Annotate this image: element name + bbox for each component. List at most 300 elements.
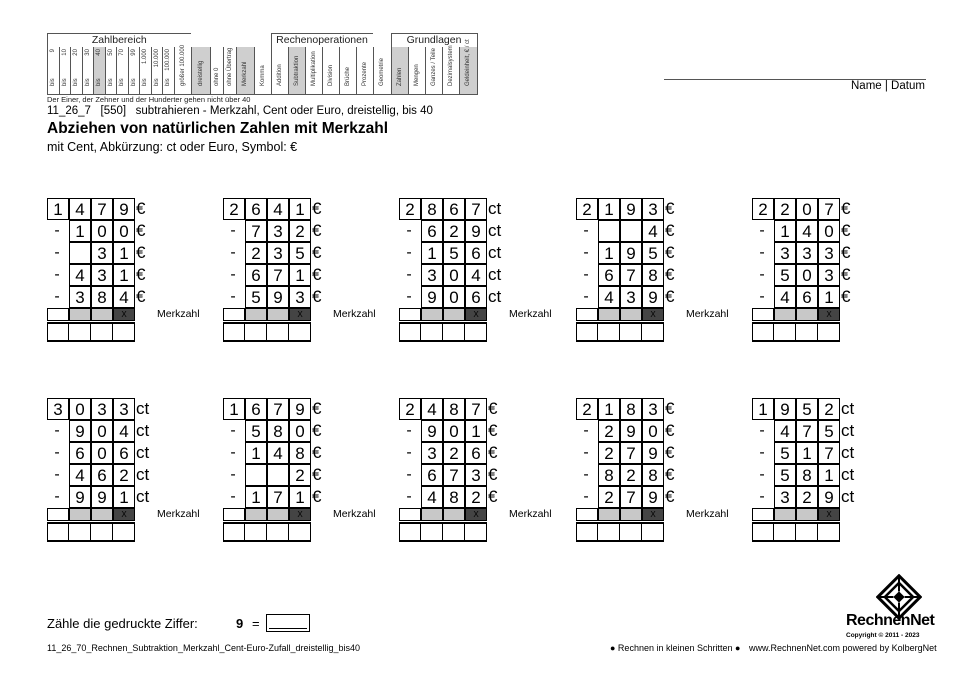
digit-cell: 7 xyxy=(818,442,840,464)
merkzahl-cell[interactable] xyxy=(267,508,289,521)
result-cell[interactable] xyxy=(818,524,840,540)
digit-cell: 9 xyxy=(465,220,487,242)
subtrahend-row xyxy=(223,442,353,464)
result-cell[interactable] xyxy=(69,524,91,540)
result-cell[interactable] xyxy=(267,524,289,540)
header-column-label: Merkzahl xyxy=(242,61,248,86)
result-cell[interactable] xyxy=(642,524,664,540)
digit-cell: 4 xyxy=(69,464,91,486)
result-cell[interactable] xyxy=(443,524,465,540)
digit-cell: 3 xyxy=(774,242,796,264)
digit-cell: 2 xyxy=(289,464,311,486)
count-task-digit: 9 xyxy=(236,616,244,631)
header-column-top-label: 99 xyxy=(130,49,137,56)
minus-sign: - xyxy=(759,488,765,505)
header-column-label: bis xyxy=(119,78,126,86)
subtraction-problem xyxy=(399,198,552,348)
count-answer-box[interactable] xyxy=(266,614,310,632)
subtrahend-row xyxy=(223,220,353,242)
unit-label: ct xyxy=(841,421,855,440)
merkzahl-cell[interactable] xyxy=(223,508,245,521)
result-cell[interactable] xyxy=(465,524,487,540)
header-column xyxy=(288,47,305,95)
digit-cell: 2 xyxy=(399,398,421,420)
result-cell[interactable] xyxy=(421,524,443,540)
header-group-label: Grundlagen xyxy=(391,33,477,47)
digit-cell: 1 xyxy=(465,420,487,442)
subtrahend-row xyxy=(223,420,353,442)
header-column-label: bis xyxy=(142,78,149,86)
merkzahl-cell[interactable] xyxy=(774,308,796,321)
header-column-label: bis xyxy=(165,78,172,86)
subtrahend-row xyxy=(399,264,529,286)
merkzahl-cell[interactable] xyxy=(576,308,598,321)
digit-cell: 2 xyxy=(399,198,421,220)
header-group-label: Rechenoperationen xyxy=(271,33,373,47)
digit-cell: 3 xyxy=(113,398,135,420)
digit-cell: 1 xyxy=(421,242,443,264)
header-column xyxy=(105,47,117,95)
digit-cell: 7 xyxy=(620,442,642,464)
result-cell[interactable] xyxy=(465,324,487,340)
digit-cell xyxy=(47,220,69,242)
digit-cell: 4 xyxy=(465,264,487,286)
footer-site: www.RechnenNet.com powered by KolbergNet xyxy=(749,643,937,653)
digit-cell: 6 xyxy=(245,398,267,420)
minus-sign: - xyxy=(759,466,765,483)
header-column xyxy=(339,47,356,95)
result-cell[interactable] xyxy=(91,524,113,540)
header-column xyxy=(70,47,82,95)
result-row[interactable] xyxy=(752,522,840,542)
result-cell[interactable] xyxy=(752,524,774,540)
digit-cell: 5 xyxy=(774,442,796,464)
digit-cell: 4 xyxy=(113,420,135,442)
merkzahl-cell[interactable] xyxy=(47,508,69,521)
header-column xyxy=(322,47,339,95)
digit-cell: 4 xyxy=(642,220,664,242)
subtrahend-row xyxy=(223,264,353,286)
digit-cell: 2 xyxy=(818,398,840,420)
subtraction-problem xyxy=(223,398,376,548)
merkzahl-cell[interactable] xyxy=(576,508,598,521)
merkzahl-cell[interactable] xyxy=(69,508,91,521)
digit-cell: 3 xyxy=(818,264,840,286)
subtrahend-row xyxy=(47,420,177,442)
digit-cell: 6 xyxy=(421,464,443,486)
unit-label: ct xyxy=(841,465,855,484)
subtrahend-row xyxy=(399,442,529,464)
digit-cell: 1 xyxy=(289,264,311,286)
subtraction-problem xyxy=(399,398,552,548)
result-cell[interactable] xyxy=(289,324,311,340)
digit-cell: 6 xyxy=(443,198,465,220)
digit-cell xyxy=(267,464,289,486)
minus-sign: - xyxy=(406,444,412,461)
digit-cell: 1 xyxy=(113,264,135,286)
result-cell[interactable] xyxy=(620,524,642,540)
digit-cell: 3 xyxy=(465,464,487,486)
result-cell[interactable] xyxy=(598,524,620,540)
subtrahend-row xyxy=(752,242,882,264)
header-group-label: Zahlbereich xyxy=(47,33,191,47)
header-column xyxy=(442,47,459,95)
digit-cell: 7 xyxy=(465,198,487,220)
merkzahl-cell[interactable] xyxy=(752,308,774,321)
digit-cell: 1 xyxy=(69,220,91,242)
digit-cell: 3 xyxy=(91,264,113,286)
minus-sign: - xyxy=(230,488,236,505)
minus-sign: - xyxy=(54,288,60,305)
worksheet-code-line: 11_26_7 [550] subtrahieren - Merkzahl, Cent oder Euro, dreistellig, bis 40 xyxy=(47,105,433,117)
header-column xyxy=(116,47,128,95)
digit-cell: 9 xyxy=(421,420,443,442)
minus-sign: - xyxy=(230,244,236,261)
subtraction-problem xyxy=(576,398,729,548)
result-cell[interactable] xyxy=(752,324,774,340)
merkzahl-label: Merkzahl xyxy=(157,308,200,320)
digit-cell: 1 xyxy=(289,486,311,508)
digit-cell xyxy=(752,220,774,242)
digit-cell: 7 xyxy=(91,198,113,220)
digit-cell: 2 xyxy=(576,198,598,220)
digit-cell: 4 xyxy=(69,264,91,286)
digit-cell: 5 xyxy=(818,420,840,442)
merkzahl-cell[interactable] xyxy=(91,508,113,521)
digit-cell: 0 xyxy=(443,420,465,442)
digit-cell xyxy=(576,442,598,464)
unit-label: ct xyxy=(841,443,855,462)
digit-cell: 7 xyxy=(796,420,818,442)
subtrahend-row xyxy=(47,242,177,264)
digit-cell xyxy=(245,464,267,486)
merkzahl-cell[interactable] xyxy=(443,308,465,321)
subtrahend-row xyxy=(223,242,353,264)
result-row[interactable] xyxy=(576,322,664,342)
merkzahl-cell[interactable] xyxy=(223,308,245,321)
digit-cell: 5 xyxy=(245,420,267,442)
page-subtitle: mit Cent, Abkürzung: ct oder Euro, Symbol: € xyxy=(47,140,298,154)
subtrahend-row xyxy=(223,286,353,308)
result-cell[interactable] xyxy=(289,524,311,540)
merkzahl-cell[interactable] xyxy=(245,508,267,521)
header-column-label: Ganzes / Teile xyxy=(430,48,437,86)
header-column xyxy=(59,47,71,95)
digit-cell: 9 xyxy=(91,486,113,508)
digit-cell: 4 xyxy=(421,398,443,420)
digit-cell: 1 xyxy=(598,398,620,420)
digit-cell: 4 xyxy=(267,442,289,464)
subtrahend-row xyxy=(752,264,882,286)
merkzahl-cell[interactable] xyxy=(245,308,267,321)
minuend-row xyxy=(752,198,882,220)
merkzahl-row xyxy=(576,308,729,321)
result-cell[interactable] xyxy=(113,324,135,340)
unit-label: € xyxy=(312,199,322,218)
header-column-label: bis xyxy=(107,78,114,86)
merkzahl-label: Merkzahl xyxy=(333,508,376,520)
result-cell[interactable] xyxy=(796,524,818,540)
result-cell[interactable] xyxy=(245,524,267,540)
digit-cell: 6 xyxy=(113,442,135,464)
result-cell[interactable] xyxy=(399,524,421,540)
merkzahl-cell[interactable] xyxy=(620,508,642,521)
result-row[interactable] xyxy=(223,322,311,342)
digit-cell: 3 xyxy=(421,442,443,464)
subtrahend-row xyxy=(223,486,353,508)
digit-cell xyxy=(576,420,598,442)
result-cell[interactable] xyxy=(818,324,840,340)
merkzahl-x-cell: X xyxy=(465,308,487,321)
minuend-row xyxy=(752,398,882,420)
unit-label: € xyxy=(841,265,851,284)
digit-cell: 1 xyxy=(774,220,796,242)
result-cell[interactable] xyxy=(399,324,421,340)
header-column-top-label: 40 xyxy=(96,49,103,56)
digit-cell: 5 xyxy=(443,242,465,264)
digit-cell: 7 xyxy=(245,220,267,242)
unit-label: € xyxy=(841,199,851,218)
header-column-label: bis xyxy=(61,78,68,86)
minus-sign: - xyxy=(583,244,589,261)
unit-label: ct xyxy=(488,199,502,218)
merkzahl-cell[interactable] xyxy=(267,308,289,321)
result-cell[interactable] xyxy=(223,524,245,540)
result-row[interactable] xyxy=(47,322,135,342)
merkzahl-cell[interactable] xyxy=(796,308,818,321)
digit-cell: 8 xyxy=(421,198,443,220)
minus-sign: - xyxy=(583,488,589,505)
header-column xyxy=(82,47,94,95)
header-column xyxy=(305,47,322,95)
merkzahl-cell[interactable] xyxy=(443,508,465,521)
result-cell[interactable] xyxy=(598,324,620,340)
merkzahl-x-cell: X xyxy=(113,308,135,321)
digit-cell: 0 xyxy=(69,398,91,420)
digit-cell: 5 xyxy=(796,398,818,420)
minus-sign: - xyxy=(406,244,412,261)
minus-sign: - xyxy=(759,444,765,461)
digit-cell: 2 xyxy=(443,442,465,464)
minus-sign: - xyxy=(759,222,765,239)
digit-cell xyxy=(223,420,245,442)
digit-cell: 3 xyxy=(47,398,69,420)
merkzahl-cell[interactable] xyxy=(598,508,620,521)
digit-cell: 6 xyxy=(245,264,267,286)
unit-label: € xyxy=(841,221,851,240)
subtrahend-row xyxy=(576,442,706,464)
subtrahend-row xyxy=(576,220,706,242)
merkzahl-cell[interactable] xyxy=(421,508,443,521)
digit-cell: 9 xyxy=(421,286,443,308)
merkzahl-cell[interactable] xyxy=(399,508,421,521)
digit-cell: 2 xyxy=(598,442,620,464)
digit-cell: 5 xyxy=(245,286,267,308)
result-cell[interactable] xyxy=(774,524,796,540)
unit-label: € xyxy=(665,287,675,306)
merkzahl-cell[interactable] xyxy=(69,308,91,321)
header-column-label: bis xyxy=(153,78,160,86)
digit-cell: 9 xyxy=(69,486,91,508)
digit-cell xyxy=(69,242,91,264)
digit-cell xyxy=(399,242,421,264)
result-cell[interactable] xyxy=(113,524,135,540)
category-header-table xyxy=(47,33,651,95)
header-column xyxy=(408,47,425,95)
merkzahl-cell[interactable] xyxy=(421,308,443,321)
result-cell[interactable] xyxy=(576,524,598,540)
merkzahl-x-cell: X xyxy=(642,308,664,321)
digit-cell: 4 xyxy=(267,198,289,220)
subtraction-problem xyxy=(47,198,200,348)
result-cell[interactable] xyxy=(47,324,69,340)
merkzahl-cell[interactable] xyxy=(620,308,642,321)
unit-label: € xyxy=(488,421,498,440)
result-cell[interactable] xyxy=(245,324,267,340)
result-cell[interactable] xyxy=(443,324,465,340)
digit-cell: 9 xyxy=(69,420,91,442)
merkzahl-cell[interactable] xyxy=(91,308,113,321)
digit-cell xyxy=(47,442,69,464)
result-row[interactable] xyxy=(47,522,135,542)
digit-cell: 5 xyxy=(642,242,664,264)
digit-cell: 5 xyxy=(289,242,311,264)
minus-sign: - xyxy=(54,422,60,439)
merkzahl-cell[interactable] xyxy=(774,508,796,521)
unit-label: ct xyxy=(136,399,150,418)
merkzahl-row xyxy=(399,508,552,521)
result-cell[interactable] xyxy=(774,324,796,340)
header-column xyxy=(425,47,442,95)
result-cell[interactable] xyxy=(69,324,91,340)
header-column-label: bis xyxy=(96,78,103,86)
result-cell[interactable] xyxy=(223,324,245,340)
logo-text: RechnenNet xyxy=(846,612,935,629)
minus-sign: - xyxy=(406,222,412,239)
digit-cell: 3 xyxy=(267,220,289,242)
header-column-label: Multiplikation xyxy=(310,51,317,86)
page-title: Abziehen von natürlichen Zahlen mit Merkzahl xyxy=(47,120,389,137)
merkzahl-cell[interactable] xyxy=(598,308,620,321)
result-cell[interactable] xyxy=(47,524,69,540)
subtraction-problem xyxy=(223,198,376,348)
result-cell[interactable] xyxy=(421,324,443,340)
digit-cell: 9 xyxy=(267,286,289,308)
unit-label: ct xyxy=(136,487,150,506)
digit-cell: 9 xyxy=(113,198,135,220)
minus-sign: - xyxy=(759,422,765,439)
digit-cell: 4 xyxy=(598,286,620,308)
result-cell[interactable] xyxy=(620,324,642,340)
digit-cell xyxy=(399,420,421,442)
digit-cell: 4 xyxy=(113,286,135,308)
result-cell[interactable] xyxy=(796,324,818,340)
unit-label: € xyxy=(136,221,146,240)
digit-cell: 7 xyxy=(443,464,465,486)
digit-cell: 3 xyxy=(818,242,840,264)
digit-cell: 3 xyxy=(620,286,642,308)
merkzahl-x-cell: X xyxy=(113,508,135,521)
digit-cell: 1 xyxy=(796,442,818,464)
digit-cell: 8 xyxy=(642,464,664,486)
header-column-label: Addition xyxy=(276,64,283,86)
digit-cell xyxy=(752,464,774,486)
merkzahl-cell[interactable] xyxy=(752,508,774,521)
digit-cell: 9 xyxy=(642,442,664,464)
header-column-label: bis xyxy=(50,78,57,86)
digit-cell xyxy=(47,464,69,486)
merkzahl-row xyxy=(47,308,200,321)
result-row[interactable] xyxy=(576,522,664,542)
digit-cell xyxy=(752,264,774,286)
digit-cell: 7 xyxy=(818,198,840,220)
result-row[interactable] xyxy=(752,322,840,342)
unit-label: € xyxy=(312,287,322,306)
digit-cell: 7 xyxy=(267,486,289,508)
minus-sign: - xyxy=(583,222,589,239)
subtrahend-row xyxy=(399,486,529,508)
digit-cell xyxy=(752,442,774,464)
minus-sign: - xyxy=(583,266,589,283)
subtrahend-row xyxy=(399,420,529,442)
result-row[interactable] xyxy=(399,522,487,542)
merkzahl-cell[interactable] xyxy=(796,508,818,521)
merkzahl-cell[interactable] xyxy=(47,308,69,321)
digit-cell: 7 xyxy=(465,398,487,420)
unit-label: € xyxy=(312,421,322,440)
result-cell[interactable] xyxy=(642,324,664,340)
minus-sign: - xyxy=(54,444,60,461)
subtrahend-row xyxy=(576,286,706,308)
merkzahl-x-cell: X xyxy=(818,308,840,321)
header-column-top-label: 1.000 xyxy=(142,49,149,65)
merkzahl-cell[interactable] xyxy=(399,308,421,321)
result-row[interactable] xyxy=(399,322,487,342)
digit-cell: 3 xyxy=(267,242,289,264)
digit-cell: 8 xyxy=(443,486,465,508)
digit-cell: 2 xyxy=(576,398,598,420)
unit-label: € xyxy=(665,265,675,284)
digit-cell: 8 xyxy=(267,420,289,442)
digit-cell xyxy=(47,264,69,286)
digit-cell xyxy=(47,242,69,264)
result-row[interactable] xyxy=(223,522,311,542)
unit-label: € xyxy=(488,399,498,418)
digit-cell: 7 xyxy=(620,264,642,286)
minuend-row xyxy=(47,398,177,420)
merkzahl-label: Merkzahl xyxy=(686,508,729,520)
result-cell[interactable] xyxy=(91,324,113,340)
header-column xyxy=(191,47,210,95)
unit-label: € xyxy=(665,399,675,418)
header-column-label: ohne 0 xyxy=(213,67,220,86)
digit-cell: 0 xyxy=(796,198,818,220)
digit-cell: 6 xyxy=(421,220,443,242)
subtrahend-row xyxy=(752,286,882,308)
result-cell[interactable] xyxy=(267,324,289,340)
merkzahl-row xyxy=(576,508,729,521)
digit-cell: 6 xyxy=(465,242,487,264)
unit-label: € xyxy=(312,243,322,262)
subtrahend-row xyxy=(752,464,882,486)
digit-cell xyxy=(598,220,620,242)
digit-cell: 3 xyxy=(91,398,113,420)
header-column xyxy=(236,47,254,95)
digit-cell: 2 xyxy=(598,420,620,442)
header-column xyxy=(162,47,174,95)
result-cell[interactable] xyxy=(576,324,598,340)
header-column-label: bis xyxy=(84,78,91,86)
